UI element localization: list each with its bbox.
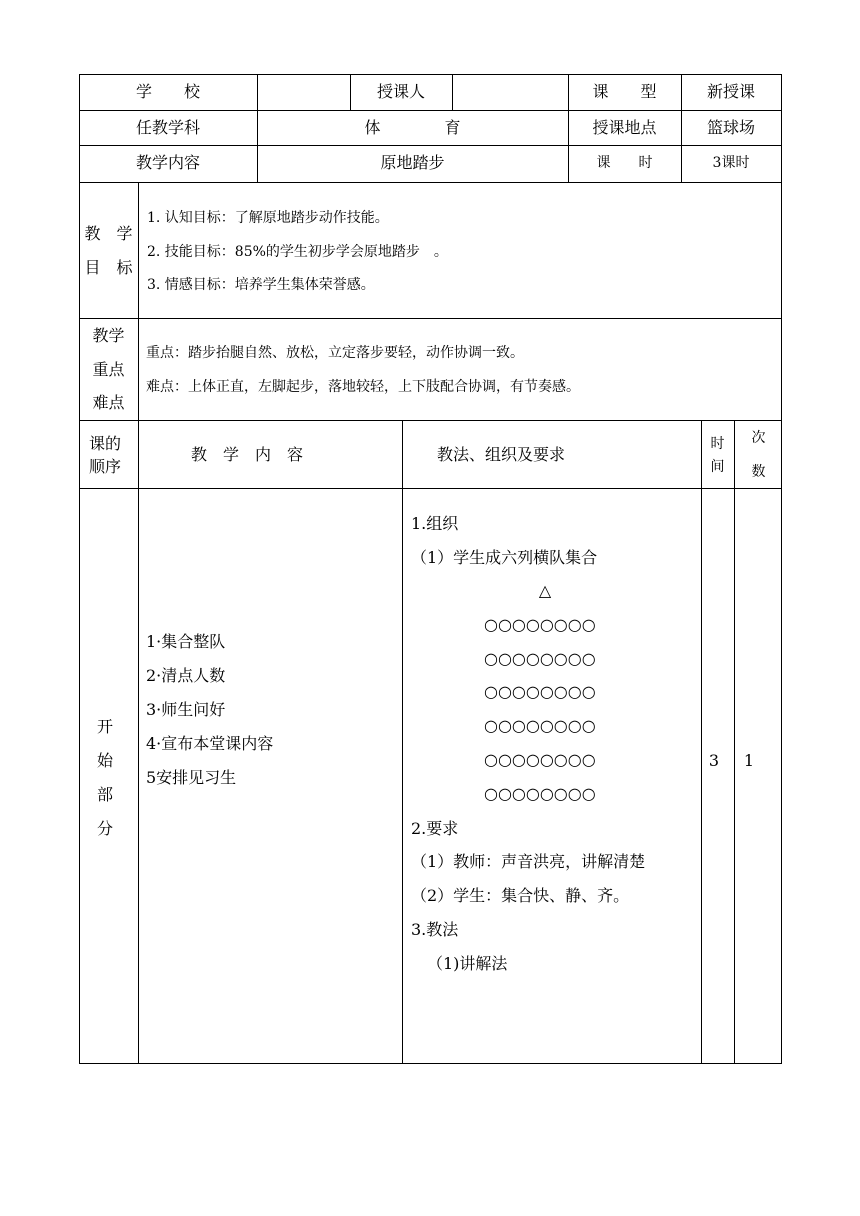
- col-divider: [138, 182, 139, 420]
- place-label: 授课地点: [592, 118, 657, 137]
- keypoints-label-line1: 教学: [92, 326, 125, 345]
- col-divider: [452, 74, 453, 110]
- time-value: 3: [708, 751, 720, 770]
- row-divider: [79, 420, 782, 421]
- col-divider: [701, 420, 702, 1064]
- order-header-line1: 课的: [88, 434, 121, 453]
- section-name-char: 始: [96, 751, 113, 770]
- row-divider: [79, 488, 782, 489]
- goal-item: 3. 情感目标：培养学生集体荣誉感。: [147, 277, 375, 293]
- count-value: 1: [743, 751, 755, 770]
- time-header-line1: 时: [710, 436, 725, 452]
- formation-row: ○○○○○○○○: [484, 750, 596, 769]
- section-name-char: 分: [96, 819, 113, 838]
- content-item: 3·师生问好: [146, 700, 226, 719]
- col-divider: [734, 420, 735, 1064]
- count-header-line1: 次: [751, 430, 766, 446]
- org-title: 1.组织: [411, 514, 459, 533]
- row-divider: [79, 318, 782, 319]
- subject-value: 体 育: [364, 118, 461, 137]
- row-divider: [79, 110, 782, 111]
- goals-label-line2: 目 标: [84, 258, 133, 277]
- content-header: 教 学 内 容: [190, 445, 303, 464]
- content-item: 1·集合整队: [146, 632, 226, 651]
- content-value: 原地踏步: [380, 153, 445, 172]
- goals-label-line1: 教 学: [84, 224, 133, 243]
- time-header-line2: 间: [710, 459, 725, 475]
- formation-row: ○○○○○○○○: [484, 615, 596, 634]
- count-header-line2: 数: [751, 464, 766, 480]
- key-point: 重点：踏步抬腿自然、放松，立定落步要轻，动作协调一致。: [146, 345, 524, 361]
- keypoints-label-line2: 重点: [92, 360, 125, 379]
- hours-label: 课 时: [596, 155, 653, 171]
- order-header-line2: 顺序: [88, 457, 121, 476]
- row-divider: [79, 182, 782, 183]
- content-item: 2·清点人数: [146, 666, 226, 685]
- table-border-bottom: [79, 1063, 782, 1064]
- org-item: （1）学生成六列横队集合: [411, 548, 598, 567]
- table-border-right: [781, 74, 782, 1064]
- place-value: 篮球场: [706, 118, 755, 137]
- formation-row: ○○○○○○○○: [484, 716, 596, 735]
- section-name-char: 部: [96, 785, 113, 804]
- req-teacher: （1）教师：声音洪亮，讲解清楚: [411, 852, 646, 871]
- teacher-mark: △: [538, 581, 552, 600]
- keypoints-label-line3: 难点: [92, 393, 125, 412]
- section-name-char: 开: [96, 717, 113, 736]
- hours-value: 3课时: [712, 155, 750, 171]
- teacher-label: 授课人: [376, 82, 425, 101]
- req-title: 2.要求: [411, 819, 459, 838]
- method-title: 3.教法: [411, 920, 459, 939]
- content-label: 教学内容: [135, 153, 200, 172]
- table-border-left: [79, 74, 80, 1064]
- formation-row: ○○○○○○○○: [484, 682, 596, 701]
- formation-row: ○○○○○○○○: [484, 649, 596, 668]
- content-item: 4·宣布本堂课内容: [146, 734, 274, 753]
- req-student: （2）学生：集合快、静、齐。: [411, 886, 630, 905]
- formation-row: ○○○○○○○○: [484, 784, 596, 803]
- method-header: 教法、组织及要求: [437, 445, 566, 464]
- difficulty-point: 难点：上体正直，左脚起步，落地较轻，上下肢配合协调，有节奏感。: [146, 379, 580, 395]
- school-label: 学 校: [135, 82, 200, 101]
- goal-item: 2. 技能目标：85%的学生初步学会原地踏步 。: [147, 244, 448, 260]
- col-divider: [402, 420, 403, 1064]
- type-value: 新授课: [706, 82, 755, 101]
- content-item: 5安排见习生: [146, 768, 237, 787]
- subject-label: 任教学科: [135, 118, 200, 137]
- method-item: （1)讲解法: [427, 954, 508, 973]
- col-divider: [138, 420, 139, 1064]
- goal-item: 1. 认知目标：了解原地踏步动作技能。: [147, 210, 389, 226]
- table-border-top: [79, 74, 782, 75]
- type-label: 课 型: [592, 82, 657, 101]
- row-divider: [79, 145, 782, 146]
